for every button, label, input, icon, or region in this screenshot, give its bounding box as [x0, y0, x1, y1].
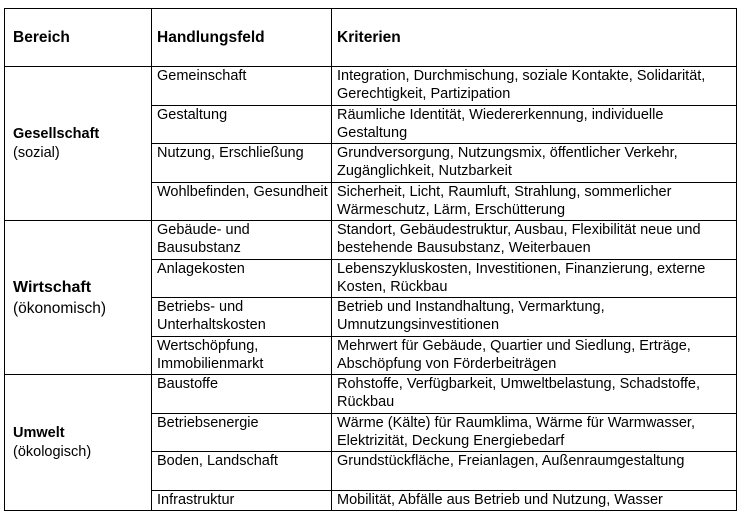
- kriterien-cell: Mobilität, Abfälle aus Betrieb und Nutzung, Wasser: [332, 491, 737, 511]
- table-row: [5, 67, 737, 106]
- kriterien-cell: Wärme (Kälte) für Raumklima, Wärme für Warmwasser, Elektrizität, Deckung Energiebedarf: [332, 414, 737, 452]
- kriterien-cell: Rohstoffe, Verfügbarkeit, Umweltbelastung, Schadstoffe, Rückbau: [332, 375, 737, 414]
- feld-cell: Betriebs- und Unterhaltskosten: [152, 298, 332, 337]
- area-name: Umwelt: [13, 424, 65, 441]
- area-wirtschaft: [5, 221, 152, 375]
- criteria-table-container: [4, 8, 737, 511]
- criteria-table: [4, 8, 737, 511]
- feld-cell: Nutzung, Erschließung: [152, 144, 332, 183]
- kriterien-cell: Integration, Durchmischung, soziale Kontakte, Solidarität, Gerechtigkeit, Partizipation: [332, 67, 737, 106]
- header-kriterien: Kriterien: [332, 9, 737, 67]
- area-name: Gesellschaft: [13, 125, 100, 142]
- kriterien-cell: Räumliche Identität, Wiedererkennung, individuelle Gestaltung: [332, 106, 737, 144]
- feld-cell: Gestaltung: [152, 106, 332, 144]
- table-row: [5, 375, 737, 414]
- header-row: [5, 9, 737, 67]
- kriterien-cell: Standort, Gebäudestruktur, Ausbau, Flexibilität neue und bestehende Bausubstanz, Weiterbauen: [332, 221, 737, 260]
- kriterien-cell: Mehrwert für Gebäude, Quartier und Siedlung, Erträge, Abschöpfung von Förderbeiträgen: [332, 337, 737, 375]
- feld-cell: Betriebsenergie: [152, 414, 332, 452]
- area-sub: (sozial): [13, 144, 60, 161]
- kriterien-cell: Grundversorgung, Nutzungsmix, öffentlicher Verkehr, Zugänglichkeit, Nutzbarkeit: [332, 144, 737, 183]
- header-bereich: Bereich: [5, 9, 152, 67]
- area-name: Wirtschaft: [13, 278, 92, 296]
- feld-cell: Wertschöpfung, Immobilienmarkt: [152, 337, 332, 375]
- area-umwelt: [5, 375, 152, 511]
- header-handlungsfeld: Handlungsfeld: [152, 9, 332, 67]
- feld-cell: Anlagekosten: [152, 260, 332, 298]
- feld-cell: Gemeinschaft: [152, 67, 332, 106]
- feld-cell: Boden, Landschaft: [152, 452, 332, 491]
- area-sub: (ökologisch): [13, 443, 92, 460]
- kriterien-cell: Lebenszykluskosten, Investitionen, Finanzierung, externe Kosten, Rückbau: [332, 260, 737, 298]
- table-row: [5, 221, 737, 260]
- feld-cell: Infrastruktur: [152, 491, 332, 511]
- area-gesellschaft: [5, 67, 152, 221]
- feld-cell: Wohlbefinden, Gesundheit: [152, 183, 332, 221]
- kriterien-cell: Grundstückfläche, Freianlagen, Außenraumgestaltung: [332, 452, 737, 491]
- area-sub: (ökonomisch): [13, 299, 107, 317]
- kriterien-cell: Sicherheit, Licht, Raumluft, Strahlung, sommerlicher Wärmeschutz, Lärm, Erschütterung: [332, 183, 737, 221]
- feld-cell: Baustoffe: [152, 375, 332, 414]
- feld-cell: Gebäude- und Bausubstanz: [152, 221, 332, 260]
- kriterien-cell: Betrieb und Instandhaltung, Vermarktung, Umnutzungsinvestitionen: [332, 298, 737, 337]
